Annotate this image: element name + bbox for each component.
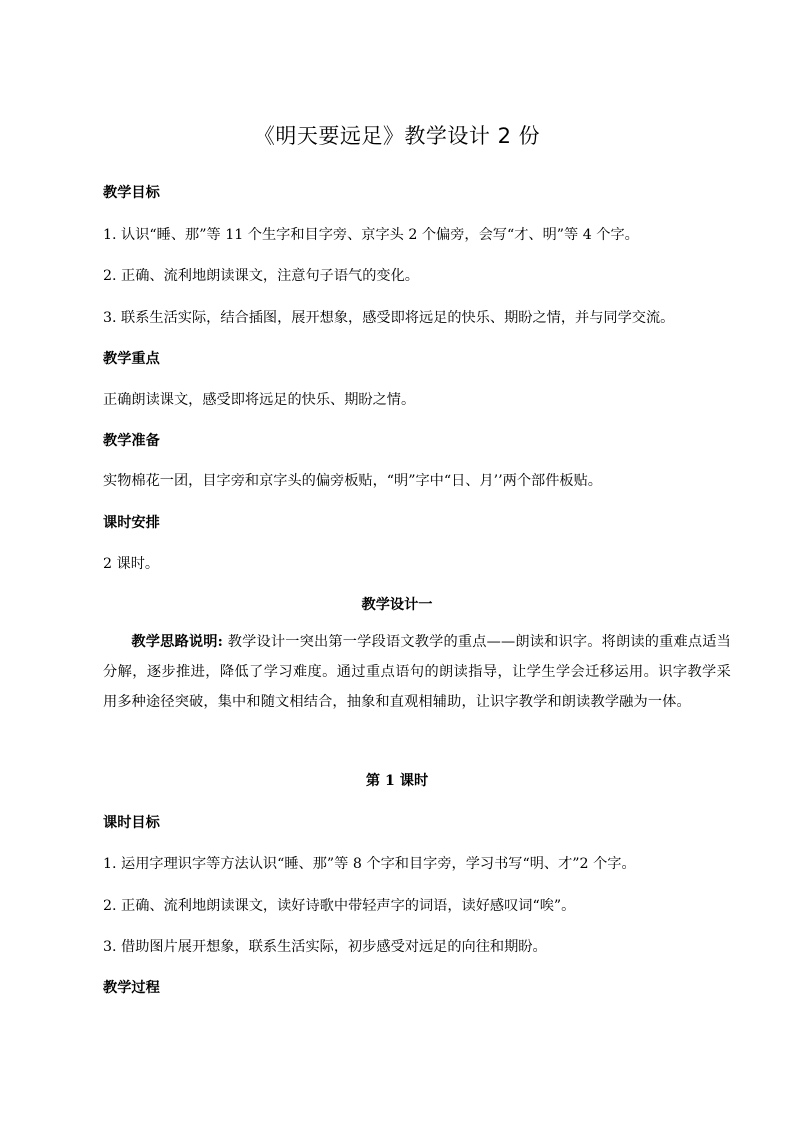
heading-design-one: 教学设计一 [361, 597, 433, 613]
lesson-goal-item-3: 3. 借助图片展开想象，联系生活实际，初步感受对远足的向往和期盼。 [103, 939, 547, 955]
goal-item-2: 2. 正确、流利地朗读课文，注意句子语气的变化。 [103, 268, 419, 284]
goal-item-3: 3. 联系生活实际，结合插图，展开想象，感受即将远足的快乐、期盼之情，并与同学交流。 [103, 310, 675, 326]
goal-item-1: 1. 认识“睡、那”等 11 个生字和目字旁、京字头 2 个偏旁，会写“才、明”等 4 个字。 [103, 227, 639, 243]
heading-teaching-goals: 教学目标 [103, 185, 160, 201]
heading-schedule: 课时安排 [103, 515, 160, 531]
document-title: 《明天要远足》教学设计 2 份 [253, 124, 541, 148]
heading-lesson-one: 第 1 课时 [365, 773, 429, 789]
heading-teaching-process: 教学过程 [103, 980, 160, 996]
teaching-prep-text: 实物棉花一团，目字旁和京字头的偏旁板贴，“明”字中“日、月’’两个部件板贴。 [103, 473, 602, 489]
heading-teaching-focus: 教学重点 [103, 351, 160, 367]
teaching-focus-text: 正确朗读课文，感受即将远足的快乐、期盼之情。 [103, 392, 416, 408]
design-one-body: 教学设计一突出第一学段语文教学的重点——朗读和识字。将朗读的重难点适当分解，逐步推进，降低了学习难度。通过重点语句的朗读指导，让学生学会迁移运用。识字教学采用多种途径突破，集中和随文相结合，抽象和直观相辅助，让识字教学和朗读教学融为一体。 [103, 634, 731, 710]
design-one-lead-punct: : [217, 634, 224, 650]
design-one-lead: 教学思路说明 [131, 634, 218, 650]
design-one-paragraph [103, 627, 731, 717]
heading-lesson-goals: 课时目标 [103, 815, 160, 831]
lesson-goal-item-1: 1. 运用字理识字等方法认识“睡、那”等 8 个字和目字旁，学习书写“明、才”2 个字。 [103, 856, 636, 872]
lesson-goal-item-2: 2. 正确、流利地朗读课文，读好诗歌中带轻声字的词语，读好感叹词“唉”。 [103, 898, 576, 914]
schedule-text: 2 课时。 [103, 556, 160, 572]
heading-teaching-prep: 教学准备 [103, 433, 160, 449]
